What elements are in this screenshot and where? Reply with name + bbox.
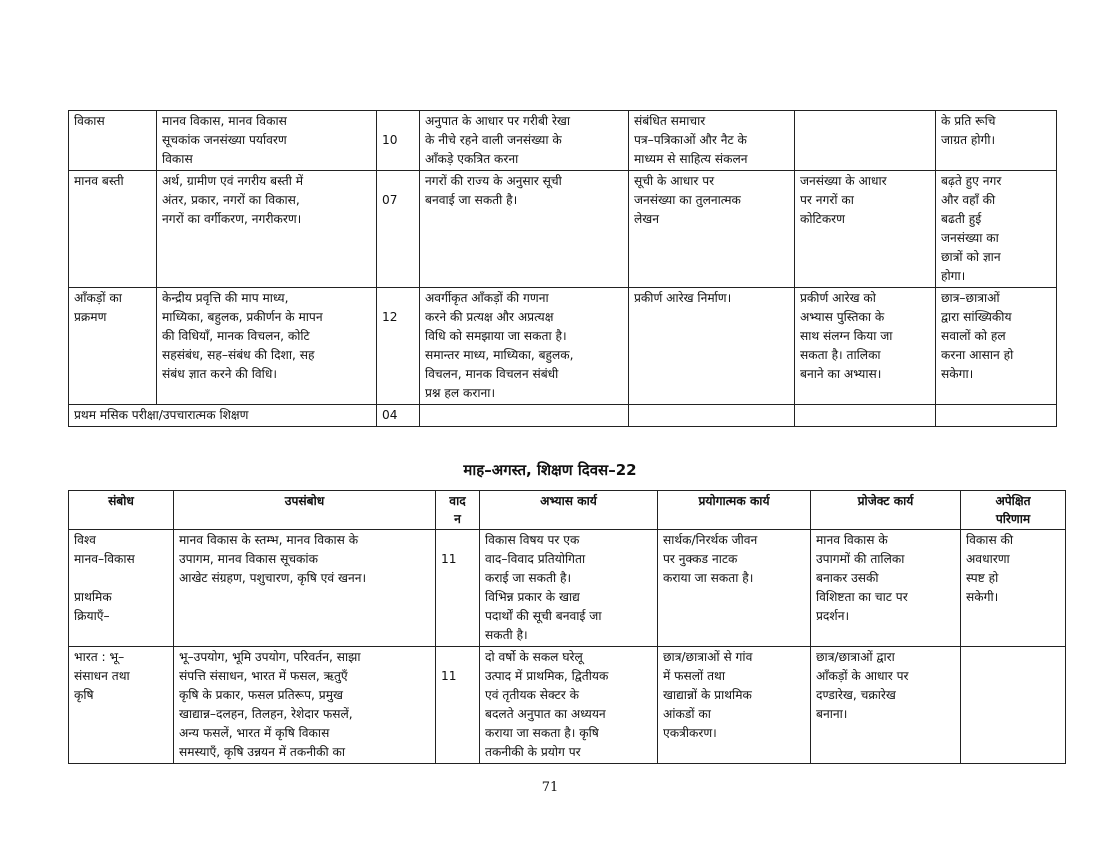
cell-line: विकास: [162, 152, 193, 166]
cell-line: तकनीकी के प्रयोग पर: [485, 745, 581, 759]
cell-project: [811, 530, 961, 647]
cell-topic: [69, 530, 174, 647]
cell-line: की विधियाँ, मानक विचलन, कोटि: [162, 329, 310, 343]
cell-line: प्रोजेक्ट कार्य: [857, 494, 914, 508]
cell-line: संबोध: [108, 494, 134, 508]
cell-line: के प्रति रूचि: [941, 114, 996, 128]
header-subtopic: [174, 491, 436, 530]
cell-project: [795, 111, 936, 171]
cell-practice: [480, 530, 658, 647]
cell-line: आँकड़े एकत्रित करना: [425, 152, 519, 166]
cell-line: क्रियाएँ–: [74, 609, 110, 623]
table-row: [69, 647, 1066, 764]
cell-line: संसाधन तथा: [74, 669, 130, 683]
cell-line: कृषि के प्रकार, फसल प्रतिरूप, प्रमुख: [179, 688, 343, 702]
cell-line: सकेगी।: [966, 590, 999, 604]
header-topic: [69, 491, 174, 530]
cell-line: छात्र/छात्राओं से गांव: [663, 650, 753, 664]
header-experimental: [658, 491, 811, 530]
cell-line: विकास: [74, 114, 105, 128]
cell-topic: [69, 647, 174, 764]
cell-subtopic: [157, 171, 377, 288]
cell-line: कोटिकरण: [800, 212, 845, 226]
cell-line: छात्र/छात्राओं द्वारा: [816, 650, 895, 664]
cell-line: होगा।: [941, 269, 966, 283]
cell-line: विचलन, मानक विचलन संबंधी: [425, 367, 559, 381]
cell-line: आँकड़ों के आधार पर: [816, 669, 909, 683]
empty-cell: [936, 405, 1057, 427]
cell-practice: [420, 171, 629, 288]
cell-line: कराई जा सकती है।: [485, 571, 572, 585]
cell-practice: [420, 288, 629, 405]
cell-line: अनुपात के आधार पर गरीबी रेखा: [425, 114, 571, 128]
cell-outcome: [961, 530, 1066, 647]
curriculum-table-august: [68, 490, 1066, 764]
header-practice: [480, 491, 658, 530]
cell-line: उपागम, मानव विकास सूचकांक: [179, 552, 318, 566]
page-number: 71: [541, 780, 559, 795]
cell-line: प्रदर्शन।: [816, 609, 850, 623]
cell-practice: [480, 647, 658, 764]
cell-line: भू–उपयोग, भूमि उपयोग, परिवर्तन, साझा: [179, 650, 361, 664]
cell-line: माध्यिका, बहुलक, प्रकीर्णन के मापन: [162, 310, 323, 324]
cell-line: में फसलों तथा: [663, 669, 725, 683]
cell-line: खाद्यान्नों के प्राथमिक: [663, 688, 752, 702]
cell-line: बनाने का अभ्यास।: [800, 367, 882, 381]
cell-line: प्रकीर्ण आरेख निर्माण।: [634, 291, 732, 305]
cell-line: बनवाई जा सकती है।: [425, 193, 518, 207]
cell-line: विधि को समझाया जा सकता है।: [425, 329, 567, 343]
cell-days: 11: [436, 530, 480, 647]
cell-line: मानव विकास के: [816, 533, 888, 547]
table-row: [69, 288, 1057, 405]
cell-experimental: [629, 288, 795, 405]
cell-subtopic: [157, 111, 377, 171]
cell-line: मानव विकास के स्तम्भ, मानव विकास के: [179, 533, 359, 547]
cell-line: अर्थ, ग्रामीण एवं नगरीय बस्ती में: [162, 174, 304, 188]
cell-line: करने की प्रत्यक्ष और अप्रत्यक्ष: [425, 310, 554, 324]
cell-line: छात्र–छात्राओं: [941, 291, 1000, 305]
cell-line: [74, 569, 168, 588]
cell-line: उत्पाद में प्राथमिक, द्वितीयक: [485, 669, 609, 683]
cell-line: पर नुक्कड नाटक: [663, 552, 738, 566]
cell-line: जनसंख्या का: [941, 231, 999, 245]
cell-line: सकता है। तालिका: [800, 348, 881, 362]
cell-line: बनाना।: [816, 707, 848, 721]
table-row: [69, 111, 1057, 171]
cell-line: समस्याएँ, कृषि उन्नयन में तकनीकी का: [179, 745, 346, 759]
cell-project: [811, 647, 961, 764]
header-days: [436, 491, 480, 530]
header-project: [811, 491, 961, 530]
curriculum-table-continued: [68, 110, 1057, 427]
exam-label: प्रथम मसिक परीक्षा/उपचारात्मक शिक्षण: [69, 405, 377, 427]
cell-line: अवर्गीकृत आँकड़ों की गणना: [425, 291, 549, 305]
cell-practice: [420, 111, 629, 171]
cell-line: केन्द्रीय प्रवृत्ति की माप माध्य,: [162, 291, 289, 305]
empty-cell: [629, 405, 795, 427]
cell-topic: [69, 111, 157, 171]
cell-experimental: [658, 530, 811, 647]
table-row: [69, 530, 1066, 647]
cell-line: स्पष्ट हो: [966, 571, 999, 585]
cell-line: सकती है।: [485, 628, 528, 642]
cell-line: वाद–विवाद प्रतियोगिता: [485, 552, 586, 566]
cell-line: अंतर, प्रकार, नगरों का विकास,: [162, 193, 300, 207]
cell-line: आंकडों का: [663, 707, 711, 721]
cell-line: कराया जा सकता है।: [663, 571, 754, 585]
cell-line: प्रश्न हल कराना।: [425, 386, 496, 400]
cell-line: एकत्रीकरण।: [663, 726, 717, 740]
table-header-row: [69, 491, 1066, 530]
cell-topic: [69, 171, 157, 288]
cell-line: वाद: [449, 494, 466, 508]
cell-line: विकास की: [966, 533, 1014, 547]
cell-line: जनसंख्या का तुलनात्मक: [634, 193, 741, 207]
cell-line: पत्र–पत्रिकाओं और नैट के: [634, 133, 747, 147]
cell-days: 12: [377, 288, 420, 405]
cell-line: उपागमों की तालिका: [816, 552, 905, 566]
cell-subtopic: [174, 647, 436, 764]
cell-line: समान्तर माध्य, माध्यिका, बहुलक,: [425, 348, 574, 362]
cell-line: पदार्थों की सूची बनवाई जा: [485, 609, 602, 623]
cell-line: अपेक्षित: [995, 494, 1031, 508]
cell-topic: [69, 288, 157, 405]
cell-subtopic: [174, 530, 436, 647]
cell-days: 07: [377, 171, 420, 288]
cell-line: के नीचे रहने वाली जनसंख्या के: [425, 133, 562, 147]
cell-subtopic: [157, 288, 377, 405]
cell-line: सकेगा।: [941, 367, 974, 381]
cell-line: सहसंबंध, सह–संबंध की दिशा, सह: [162, 348, 315, 362]
cell-outcome: [961, 647, 1066, 764]
cell-line: लेखन: [634, 212, 659, 226]
cell-line: अभ्यास पुस्तिका के: [800, 310, 885, 324]
cell-line: खाद्यान्न–दलहन, तिलहन, रेशेदार फसलें,: [179, 707, 353, 721]
cell-line: बनाकर उसकी: [816, 571, 879, 585]
cell-experimental: [629, 171, 795, 288]
cell-line: विकास विषय पर एक: [485, 533, 580, 547]
cell-experimental: [629, 111, 795, 171]
exam-days: 04: [377, 405, 420, 427]
cell-line: परिणाम: [995, 512, 1031, 526]
cell-line: भारत : भू–: [74, 650, 125, 664]
cell-line: संपत्ति संसाधन, भारत में फसल, ऋतुएँ: [179, 669, 348, 683]
cell-days: 11: [436, 647, 480, 764]
cell-line: कृषि: [74, 688, 94, 702]
cell-line: संबंधित समाचार: [634, 114, 706, 128]
cell-outcome: [936, 111, 1057, 171]
cell-line: विश्व: [74, 533, 96, 547]
cell-experimental: [658, 647, 811, 764]
cell-line: दो वर्षो के सकल घरेलू: [485, 650, 583, 664]
header-outcome: [961, 491, 1066, 530]
cell-line: संबंध ज्ञात करने की विधि।: [162, 367, 277, 381]
cell-line: कराया जा सकता है। कृषि: [485, 726, 599, 740]
cell-line: विशिष्टता का चाट पर: [816, 590, 908, 604]
cell-line: नगरों की राज्य के अनुसार सूची: [425, 174, 562, 188]
cell-line: अन्य फसलें, भारत में कृषि विकास: [179, 726, 330, 740]
cell-project: [795, 171, 936, 288]
cell-line: सवालों को हल: [941, 329, 1006, 343]
cell-project: [795, 288, 936, 405]
cell-line: जनसंख्या के आधार: [800, 174, 887, 188]
cell-line: आखेट संग्रहण, पशुचारण, कृषि एवं खनन।: [179, 571, 367, 585]
cell-line: सूचकांक जनसंख्या पर्यावरण: [162, 133, 287, 147]
cell-line: माध्यम से साहित्य संकलन: [634, 152, 748, 166]
cell-line: प्रकीर्ण आरेख को: [800, 291, 876, 305]
cell-line: न: [454, 512, 461, 526]
cell-line: प्रक्रमण: [74, 310, 107, 324]
cell-line: पर नगरों का: [800, 193, 854, 207]
month-heading: माह–अगस्त, शिक्षण दिवस–22: [463, 461, 637, 479]
cell-line: नगरों का वर्गीकरण, नगरीकरण।: [162, 212, 302, 226]
cell-line: मानव–विकास: [74, 552, 135, 566]
cell-line: विभिन्न प्रकार के खाद्य: [485, 590, 580, 604]
cell-line: एवं तृतीयक सेक्टर के: [485, 688, 579, 702]
cell-line: अवधारणा: [966, 552, 1010, 566]
cell-line: दण्डारेख, चक्रारेख: [816, 688, 896, 702]
cell-line: उपसंबोध: [284, 494, 325, 508]
cell-outcome: [936, 171, 1057, 288]
table-row: [69, 171, 1057, 288]
exam-row: [69, 405, 1057, 427]
cell-line: बदलते अनुपात का अध्ययन: [485, 707, 606, 721]
cell-line: और वहाँ की: [941, 193, 996, 207]
cell-line: साथ संलग्न किया जा: [800, 329, 893, 343]
cell-line: आँकड़ों का: [74, 291, 122, 305]
cell-line: सार्थक/निरर्थक जीवन: [663, 533, 758, 547]
empty-cell: [795, 405, 936, 427]
cell-line: मानव बस्ती: [74, 174, 124, 188]
cell-line: करना आसान हो: [941, 348, 1014, 362]
cell-line: द्वारा सांख्यिकीय: [941, 310, 1012, 324]
cell-line: सूची के आधार पर: [634, 174, 715, 188]
cell-line: बढती हुई: [941, 212, 982, 226]
cell-line: प्राथमिक: [74, 590, 112, 604]
cell-outcome: [936, 288, 1057, 405]
cell-line: जाग्रत होगी।: [941, 133, 996, 147]
cell-line: अभ्यास कार्य: [540, 494, 597, 508]
empty-cell: [420, 405, 629, 427]
cell-line: मानव विकास, मानव विकास: [162, 114, 287, 128]
cell-days: 10: [377, 111, 420, 171]
cell-line: प्रयोगात्मक कार्य: [698, 494, 770, 508]
cell-line: बढ़ते हुए नगर: [941, 174, 1002, 188]
cell-line: छात्रों को ज्ञान: [941, 250, 1001, 264]
